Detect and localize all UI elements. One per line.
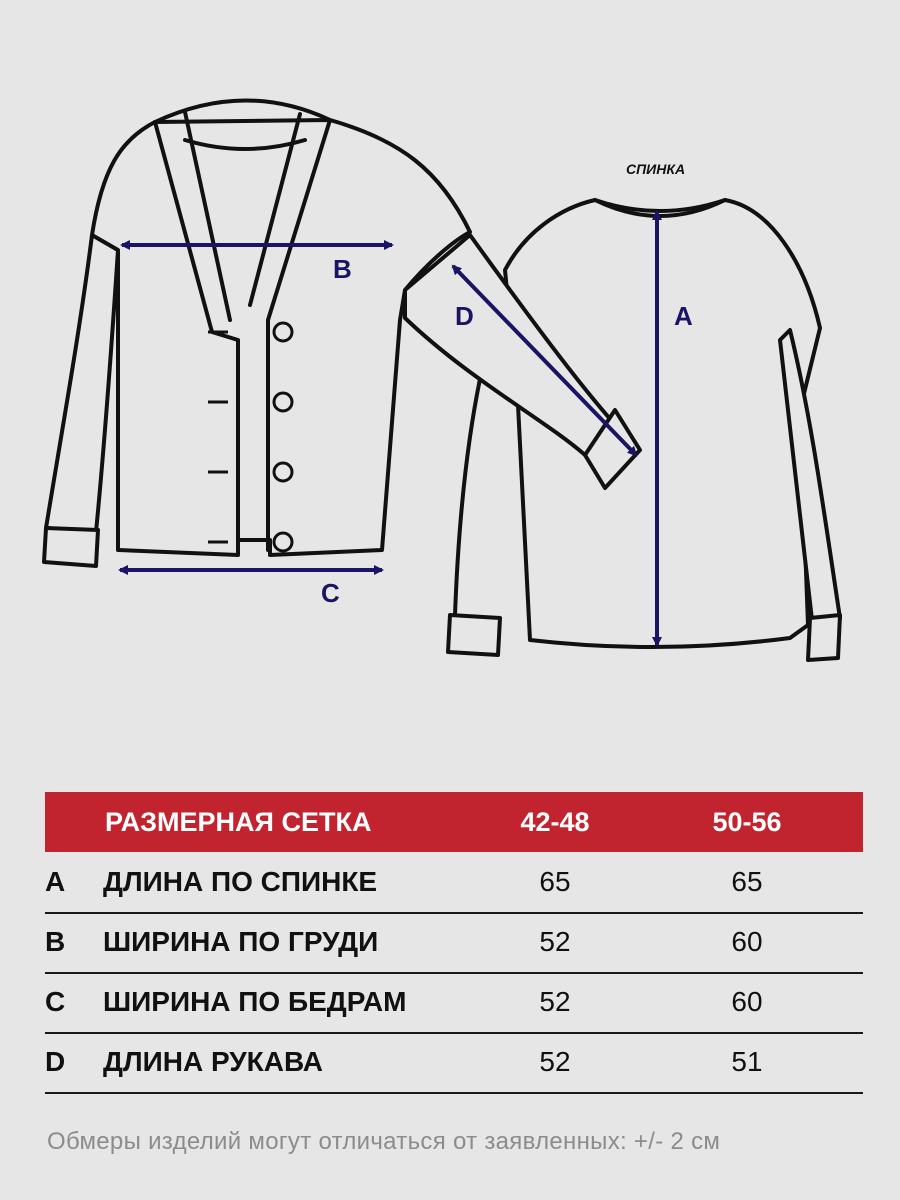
back-right-cuff: [808, 615, 840, 660]
row-name: ДЛИНА ПО СПИНКЕ: [103, 866, 378, 897]
row-letter: D: [45, 1046, 66, 1077]
size-1-header: 42-48: [520, 807, 590, 837]
table-row: [45, 852, 863, 914]
label-c: C: [321, 578, 340, 608]
label-b: B: [333, 254, 352, 284]
row-letter: A: [45, 866, 66, 897]
measurement-note: Обмеры изделий могут отличаться от заявленных: +/- 2 см: [47, 1128, 721, 1155]
row-value-size-1: 52: [539, 1046, 571, 1077]
row-name: ШИРИНА ПО БЕДРАМ: [103, 986, 407, 1017]
label-d: D: [455, 301, 474, 331]
row-name: ДЛИНА РУКАВА: [103, 1046, 324, 1077]
row-value-size-2: 65: [731, 866, 763, 897]
button-1: [274, 323, 292, 341]
row-value-size-1: 52: [539, 986, 571, 1017]
row-letter: C: [45, 986, 66, 1017]
table-row: [45, 972, 863, 1034]
front-left-sleeve: [46, 235, 118, 532]
size-2-header: 50-56: [712, 807, 782, 837]
button-2: [274, 393, 292, 411]
row-value-size-1: 52: [539, 926, 571, 957]
row-name: ШИРИНА ПО ГРУДИ: [103, 926, 379, 957]
row-letter: B: [45, 926, 66, 957]
row-value-size-2: 60: [731, 926, 763, 957]
back-left-cuff: [448, 615, 500, 655]
button-4: [274, 533, 292, 551]
label-a: A: [674, 301, 693, 331]
row-value-size-2: 51: [731, 1046, 763, 1077]
size-table-header: [45, 792, 863, 852]
back-label: СПИНКА: [626, 161, 686, 177]
table-title: РАЗМЕРНАЯ СЕТКА: [105, 807, 372, 837]
back-view: [448, 200, 840, 660]
row-value-size-2: 60: [731, 986, 763, 1017]
table-row: [45, 912, 863, 974]
button-3: [274, 463, 292, 481]
row-value-size-1: 65: [539, 866, 571, 897]
table-row: [45, 1032, 863, 1094]
front-left-cuff: [44, 528, 98, 566]
